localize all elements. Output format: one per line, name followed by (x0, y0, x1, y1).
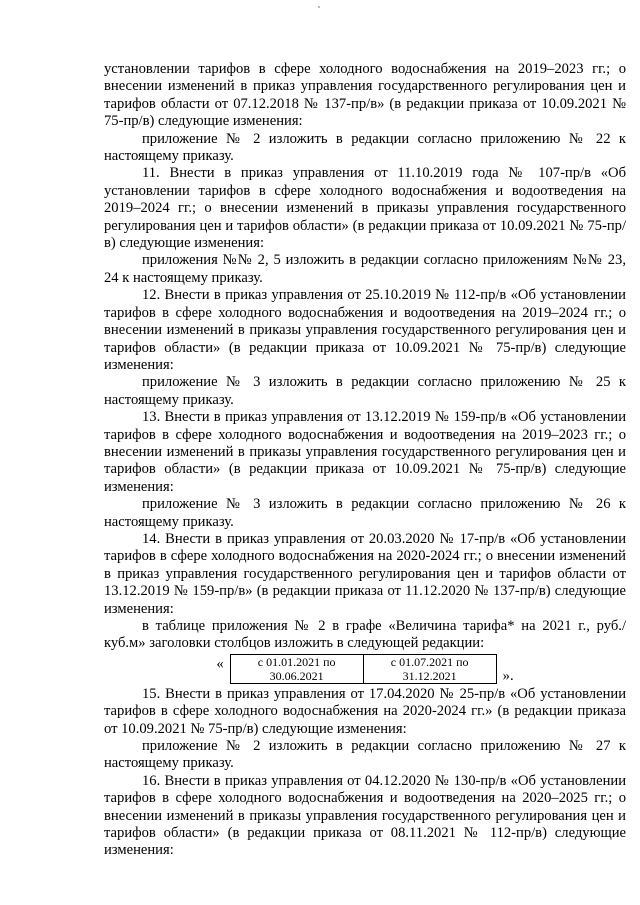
paragraph-item-12: 12. Внести в приказ управления от 25.10.2019 № 112-пр/в «Об установлении тарифов в сфере холодного водоснабжения и водоотведения на 2019–2024 гг.; о внесении изменений в приказы управления государственного регулирования цен и тарифов области» (в редакции приказа от 10.09.2021 № 75-пр/в) следующие изменения: (104, 287, 626, 373)
paragraph: в таблице приложения № 2 в графе «Величина тарифа* на 2021 г., руб./куб.м» заголовки столбцов изложить в следующей редакции: (104, 618, 626, 652)
paragraph: приложение № 3 изложить в редакции согласно приложению № 25 к настоящему приказу. (104, 374, 626, 408)
paragraph-continuation: установлении тарифов в сфере холодного водоснабжения на 2019–2023 гг.; о внесении изменений в приказ управления государственного регулирования цен и тарифов области от 07.12.2018 № 137-пр/в» (в редакции приказа от 10.09.2021 № 75-пр/в) следующие изменения: (104, 61, 626, 130)
paragraph: приложение № 3 изложить в редакции согласно приложению № 26 к настоящему приказу. (104, 496, 626, 530)
paragraph-item-16: 16. Внести в приказ управления от 04.12.2020 № 130-пр/в «Об установлении тарифов в сфере холодного водоснабжения и водоотведения на 2020–2025 гг.; о внесении изменений в приказы управления государственного регулирования цен и тарифов области» (в редакции приказа от 08.11.2021 № 112-пр/в) следующие изменения: (104, 772, 626, 859)
table-cell: с 01.01.2021 по 30.06.2021 (230, 654, 364, 684)
document-body (104, 61, 626, 860)
paragraph: приложение № 2 изложить в редакции согласно приложению № 27 к настоящему приказу. (104, 738, 626, 772)
paragraph: приложения №№ 2, 5 изложить в редакции согласно приложениям №№ 23, 24 к настоящему приказу. (104, 252, 626, 286)
scan-dot (318, 6, 320, 8)
close-quote: ». (502, 667, 514, 684)
paragraph-item-13: 13. Внести в приказ управления от 13.12.2019 № 159-пр/в «Об установлении тарифов в сфере холодного водоснабжения и водоотведения на 2019–2023 гг.; о внесении изменений в приказы управления государственного регулирования цен и тарифов области» (в редакции приказа от 10.09.2021 № 75-пр/в) следующие изменения: (104, 409, 626, 495)
paragraph: приложение № 2 изложить в редакции согласно приложению № 22 к настоящему приказу. (104, 130, 626, 165)
paragraph-item-11: 11. Внести в приказ управления от 11.10.2019 года № 107-пр/в «Об установлении тарифов в сфере холодного водоснабжения и водоотведения на 2019–2024 гг.; о внесении изменений в приказы управления государственного регулирования цен и тарифов области» (в редакции приказа от 10.09.2021 № 75-пр/в) следующие изменения: (104, 165, 626, 252)
open-quote: « (216, 655, 224, 672)
paragraph-item-15: 15. Внести в приказ управления от 17.04.2020 № 25-пр/в «Об установлении тарифов в сфере холодного водоснабжения на 2020-2024 гг.» (в редакции приказа от 10.09.2021 № 75-пр/в) следующие изменения: (104, 685, 626, 737)
paragraph-item-14: 14. Внести в приказ управления от 20.03.2020 № 17-пр/в «Об установлении тарифов в сфере холодного водоснабжения на 2020-2024 гг.; о внесении изменений в приказ управления государственного регулирования цен и тарифов области от 13.12.2019 № 159-пр/в» (в редакции приказа от 11.12.2020 № 137-пр/в) следующие изменения: (104, 530, 626, 617)
column-headers-table (104, 654, 626, 685)
table-cell: с 01.07.2021 по 31.12.2021 (364, 654, 497, 684)
